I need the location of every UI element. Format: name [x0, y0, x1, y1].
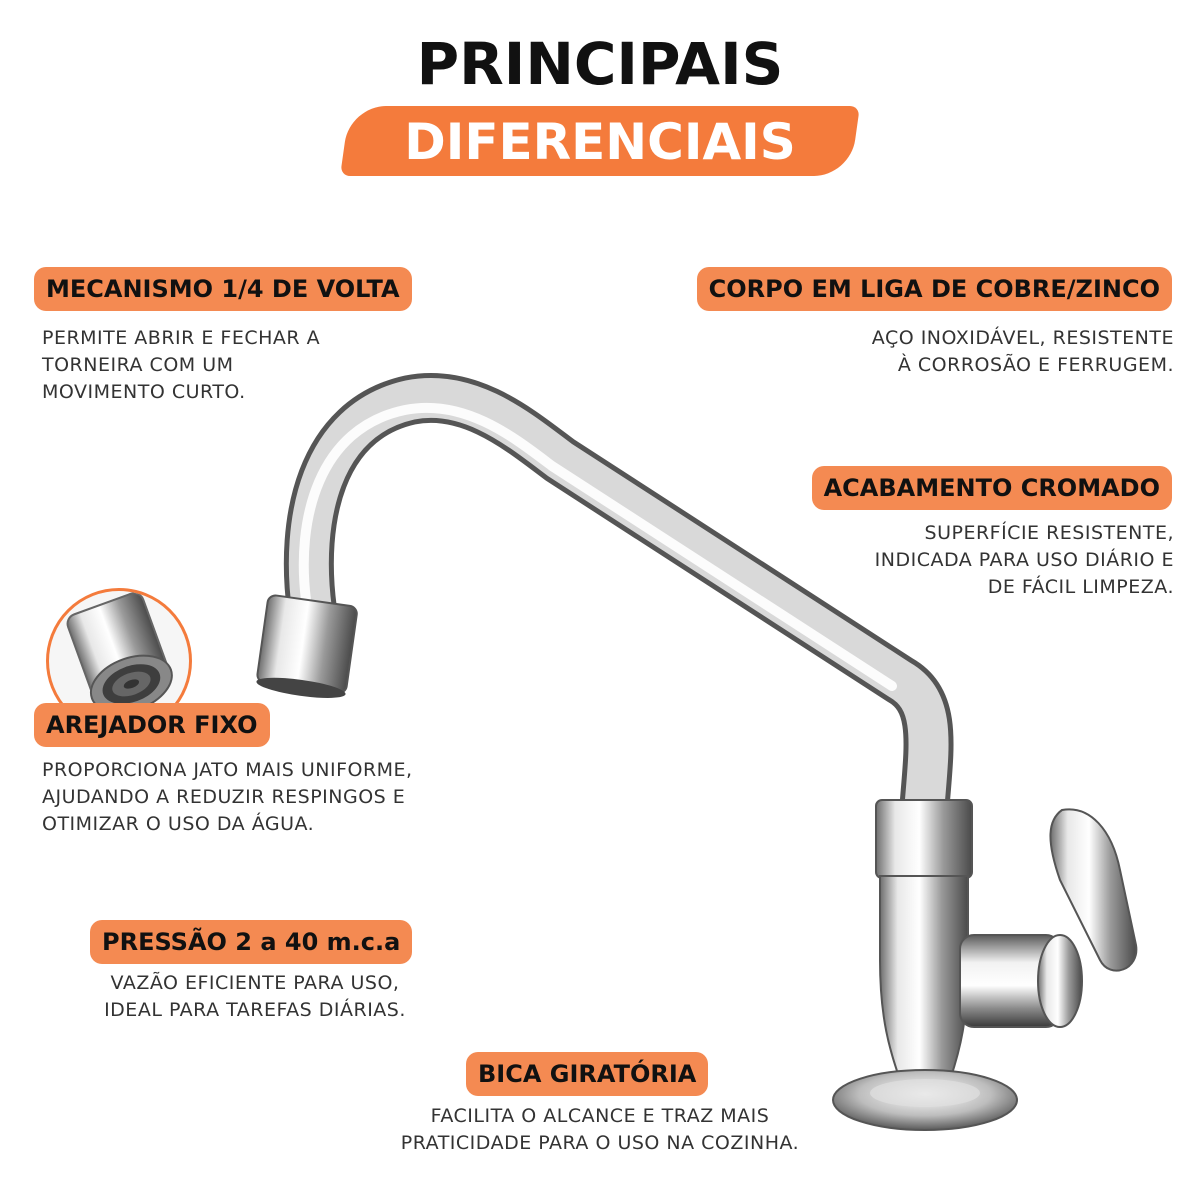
feature-label-corpo: CORPO EM LIGA DE COBRE/ZINCO: [697, 267, 1172, 311]
feature-desc-arejador: [42, 757, 413, 838]
feature-label-acabamento: ACABAMENTO CROMADO: [812, 466, 1172, 510]
desc-line: DE FÁCIL LIMPEZA.: [987, 576, 1174, 598]
desc-line: INDICADA PARA USO DIÁRIO E: [874, 549, 1174, 571]
feature-label-arejador: AREJADOR FIXO: [34, 703, 270, 747]
desc-line: VAZÃO EFICIENTE PARA USO,: [110, 972, 400, 994]
desc-line: AÇO INOXIDÁVEL, RESISTENTE: [871, 327, 1174, 349]
page-title: PRINCIPAIS: [416, 30, 784, 98]
desc-line: PROPORCIONA JATO MAIS UNIFORME,: [42, 759, 413, 781]
feature-label-pressao: PRESSÃO 2 a 40 m.c.a: [90, 920, 412, 964]
feature-desc-pressao: [80, 970, 430, 1024]
feature-desc-mecanismo: [42, 325, 320, 406]
desc-line: PRATICIDADE PARA O USO NA COZINHA.: [400, 1132, 800, 1154]
desc-line: IDEAL PARA TAREFAS DIÁRIAS.: [104, 999, 406, 1021]
desc-line: MOVIMENTO CURTO.: [42, 381, 246, 403]
feature-desc-acabamento: [875, 520, 1174, 601]
page-subtitle: DIFERENCIAIS: [404, 113, 796, 171]
desc-line: PERMITE ABRIR E FECHAR A: [42, 327, 321, 349]
feature-desc-corpo: [872, 325, 1174, 379]
feature-desc-bica: [350, 1103, 850, 1157]
desc-line: FACILITA O ALCANCE E TRAZ MAIS: [430, 1105, 770, 1127]
feature-label-mecanismo: MECANISMO 1/4 DE VOLTA: [34, 267, 412, 311]
desc-line: SUPERFÍCIE RESISTENTE,: [924, 522, 1174, 544]
desc-line: À CORROSÃO E FERRUGEM.: [897, 354, 1174, 376]
desc-line: OTIMIZAR O USO DA ÁGUA.: [42, 813, 315, 835]
feature-label-bica: BICA GIRATÓRIA: [466, 1052, 708, 1096]
desc-line: AJUDANDO A REDUZIR RESPINGOS E: [42, 786, 406, 808]
desc-line: TORNEIRA COM UM: [42, 354, 234, 376]
